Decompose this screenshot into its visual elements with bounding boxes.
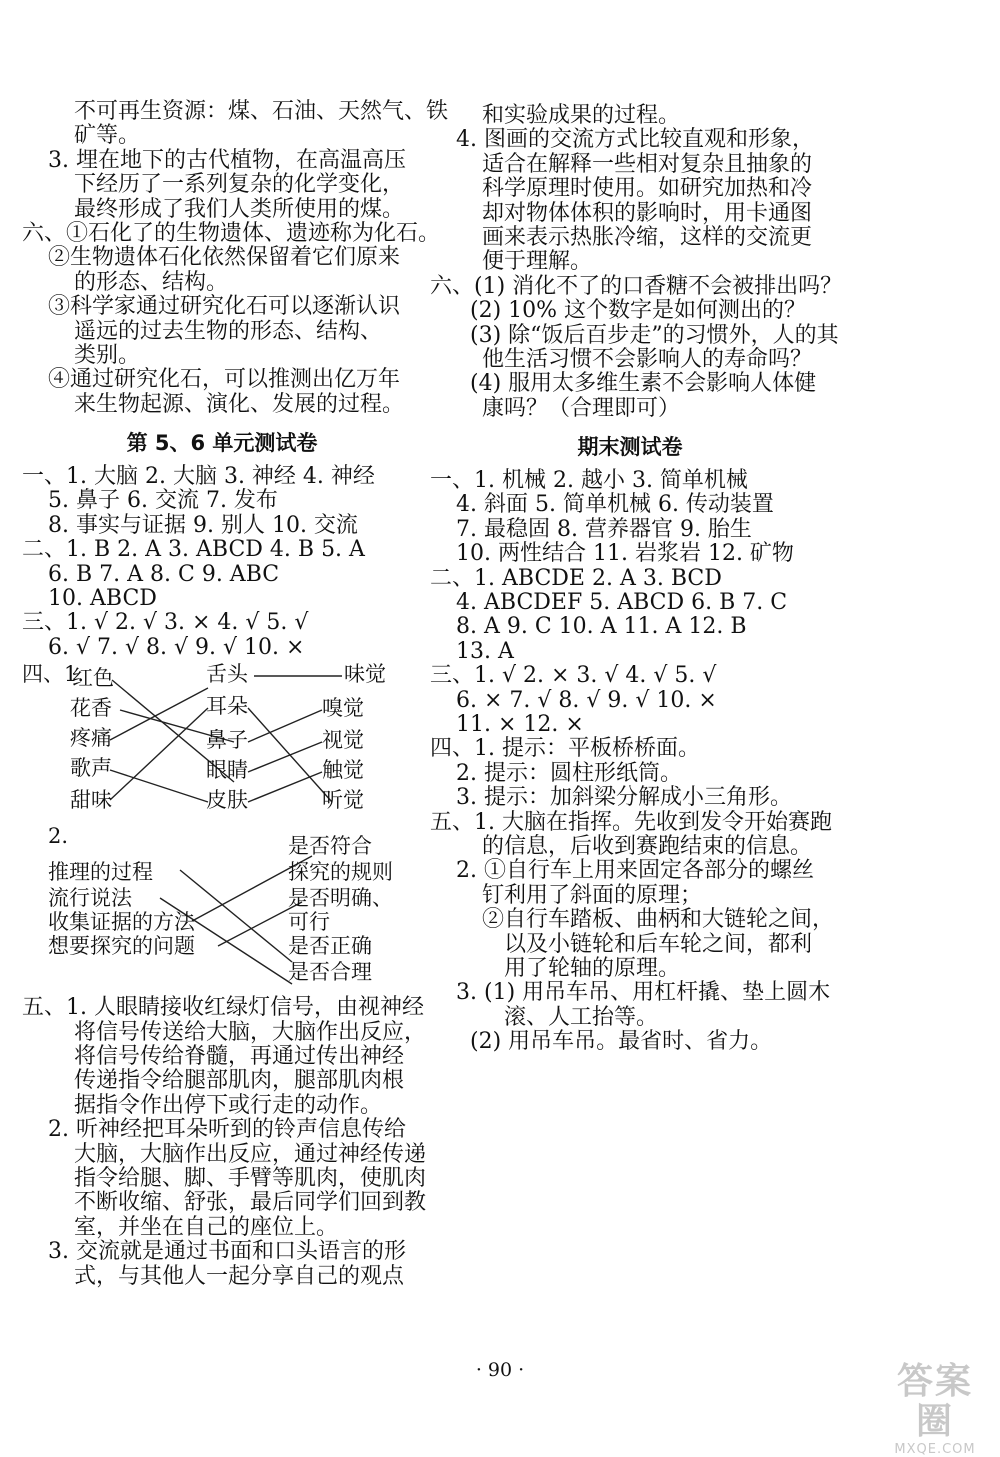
answer-line: 五、1. 大脑在指挥。先收到发令开始赛跑 (430, 809, 832, 835)
answer-line: 便于理解。 (482, 249, 593, 275)
answer-line: 传递指令给腿部肌肉，腿部肌肉根 (74, 1068, 405, 1094)
answer-line: 3. 埋在地下的古代植物，在高温高压 (48, 147, 406, 173)
matching-diagram-inquiry (22, 822, 422, 996)
matching-middle-item: 鼻子 (206, 728, 248, 753)
answer-line: 五、1. 人眼睛接收红绿灯信号，由视神经 (22, 995, 424, 1021)
answer-line: (3) 除“饭后百步走”的习惯外，人的其 (470, 322, 839, 348)
answer-line: 3. 提示：加斜梁分解成小三角形。 (456, 785, 792, 811)
answer-line: 一、1. 大脑 2. 大脑 3. 神经 4. 神经 (22, 464, 375, 490)
answer-line: 六、(1) 消化不了的口香糖不会被排出吗？ (430, 273, 843, 299)
matching-right-item: 是否符合 (288, 834, 372, 859)
matching-right-item: 味觉 (344, 662, 386, 687)
matching-right-item: 探究的规则 (288, 860, 393, 885)
answer-line: 据指令作出停下或行走的动作。 (74, 1092, 383, 1118)
answer-line: 4. 图画的交流方式比较直观和形象， (456, 127, 814, 153)
matching-right-item: 嗅觉 (322, 696, 364, 721)
matching-right-item: 触觉 (322, 758, 364, 783)
section-heading-final-exam: 期末测试卷 (577, 435, 683, 460)
answer-line: 8. A 9. C 10. A 11. A 12. B (456, 614, 747, 640)
matching-middle-item: 皮肤 (206, 788, 248, 813)
matching-right-item: 听觉 (322, 788, 364, 813)
answer-line: 大脑，大脑作出反应，通过神经传递 (74, 1141, 427, 1167)
answer-line: (2) 用吊车吊。最省时、省力。 (470, 1029, 773, 1055)
answer-line: 下经历了一系列复杂的化学变化， (74, 172, 405, 198)
answer-line: 的信息，后收到赛跑结束的信息。 (482, 833, 813, 859)
matching-right-item: 是否明确、 (288, 886, 393, 911)
answer-line: ②自行车踏板、曲柄和大链轮之间， (482, 907, 835, 933)
answer-line: 来生物起源、演化、发展的过程。 (74, 391, 405, 417)
matching-diagram-senses (22, 660, 422, 822)
answer-line: 以及小链轮和后车轮之间，都利 (504, 931, 813, 957)
matching-left-item: 推理的过程 (48, 860, 153, 885)
matching-right-item: 可行 (288, 910, 330, 935)
answer-line: 6. √ 7. √ 8. √ 9. √ 10. × (48, 634, 305, 660)
matching-left-item: 红色 (72, 666, 114, 691)
answer-line: 和实验成果的过程。 (482, 103, 681, 128)
answer-line: 却对物体体积的影响时，用卡通图 (482, 200, 813, 226)
left-column (22, 99, 449, 1289)
answer-line: 式，与其他人一起分享自己的观点 (74, 1263, 405, 1289)
answer-line: ③科学家通过研究化石可以逐渐认识 (48, 294, 401, 320)
answer-line: 科学原理时使用。如研究加热和冷 (482, 176, 813, 202)
answer-line: 指令给腿、脚、手臂等肌肉，使肌肉 (74, 1165, 427, 1191)
matching-left-item: 流行说法 (48, 886, 132, 911)
answer-line: 最终形成了我们人类所使用的煤。 (74, 196, 405, 222)
answer-line: 10. ABCD (48, 586, 157, 612)
page-number: · 90 · (475, 1359, 525, 1381)
answer-line: 5. 鼻子 6. 交流 7. 发布 (48, 488, 278, 514)
answer-line: 3. 交流就是通过书面和口头语言的形 (48, 1239, 406, 1265)
answer-line: 室，并坐在自己的座位上。 (74, 1214, 339, 1240)
answer-line: 6. × 7. √ 8. √ 9. √ 10. × (456, 687, 717, 713)
answer-line: 画来表示热胀冷缩，这样的交流更 (482, 224, 813, 250)
answer-line: 一、1. 机械 2. 越小 3. 简单机械 (430, 468, 748, 494)
matching-left-item: 甜味 (70, 788, 112, 813)
answer-line: 8. 事实与证据 9. 别人 10. 交流 (48, 512, 358, 538)
watermark-logo (880, 1362, 990, 1457)
answer-line: 10. 两性结合 11. 岩浆岩 12. 矿物 (456, 541, 794, 567)
answer-line: 二、1. B 2. A 3. ABCD 4. B 5. A (22, 537, 365, 563)
matching-left-item: 疼痛 (70, 726, 112, 751)
matching-left-item: 收集证据的方法 (48, 910, 195, 935)
watermark-url: MXQE.COM (894, 1442, 976, 1457)
answer-line: 康吗？（合理即可） (482, 395, 681, 421)
answer-line: 类别。 (74, 342, 141, 368)
answer-line: 将信号传给脊髓，再通过传出神经 (74, 1043, 405, 1069)
answer-line: 4. 斜面 5. 简单机械 6. 传动装置 (456, 492, 774, 518)
answer-line: 适合在解释一些相对复杂且抽象的 (482, 151, 813, 177)
answer-line: 不断收缩、舒张，最后同学们回到教 (74, 1190, 427, 1216)
answer-line: 他生活习惯不会影响人的寿命吗？ (482, 346, 813, 372)
answer-line: 将信号传送给大脑，大脑作出反应， (74, 1019, 427, 1045)
matching-middle-item: 眼睛 (206, 758, 248, 783)
answer-line: 6. B 7. A 8. C 9. ABC (48, 561, 280, 587)
answer-line: 2. ①自行车上用来固定各部分的螺丝 (456, 858, 814, 884)
matching-middle-item: 耳朵 (206, 694, 248, 719)
answer-line: 用了轮轴的原理。 (504, 955, 681, 981)
answer-line: 2. 提示：圆柱形纸筒。 (456, 760, 682, 786)
answer-line: 六、①石化了的生物遗体、遗迹称为化石。 (22, 220, 441, 246)
answer-line: 的形态、结构。 (74, 269, 229, 295)
section-heading-unit-5-6: 第 5、6 单元测试卷 (126, 431, 318, 456)
matching-left-item: 想要探究的问题 (48, 934, 195, 959)
answer-line: 11. × 12. × (456, 711, 584, 737)
answer-line: 矿等。 (74, 123, 141, 149)
answer-line: 3. (1) 用吊车吊、用杠杆撬、垫上圆木 (456, 980, 831, 1006)
answer-line: 四、1. 提示：平板桥桥面。 (430, 736, 700, 762)
right-column (430, 103, 843, 1055)
answer-line: 13. A (456, 638, 514, 664)
matching-left-item: 歌声 (70, 756, 112, 781)
matching-right-item: 是否正确 (288, 934, 372, 959)
answer-line: 三、1. √ 2. √ 3. × 4. √ 5. √ (22, 610, 309, 636)
answer-line: (4) 服用太多维生素不会影响人体健 (470, 371, 817, 397)
watermark-text: 答案圈 (896, 1361, 973, 1442)
matching-left-item: 花香 (70, 696, 112, 721)
answer-line: ②生物遗体石化依然保留着它们原来 (48, 245, 401, 271)
matching-label: 四、1. (22, 662, 85, 687)
answer-line: ④通过研究化石，可以推测出亿万年 (48, 367, 401, 393)
answer-line: 遥远的过去生物的形态、结构、 (74, 318, 383, 344)
answer-line: 7. 最稳固 8. 营养器官 9. 胎生 (456, 516, 752, 542)
answer-line: 二、1. ABCDE 2. A 3. BCD (430, 565, 722, 591)
answer-line: (2) 10% 这个数字是如何测出的？ (470, 298, 807, 324)
matching-middle-item: 舌头 (206, 662, 248, 687)
answer-line: 不可再生资源：煤、石油、天然气、铁 (74, 99, 449, 124)
matching-label: 2. (48, 824, 69, 849)
answer-line: 4. ABCDEF 5. ABCD 6. B 7. C (456, 590, 788, 616)
answer-line: 三、1. √ 2. × 3. √ 4. √ 5. √ (430, 663, 717, 689)
answer-line: 钉利用了斜面的原理； (482, 882, 703, 908)
matching-right-item: 视觉 (322, 728, 364, 753)
answer-line: 2. 听神经把耳朵听到的铃声信息传给 (48, 1117, 406, 1143)
answer-line: 滚、人工抬等。 (504, 1004, 659, 1030)
matching-right-item: 是否合理 (288, 960, 372, 985)
